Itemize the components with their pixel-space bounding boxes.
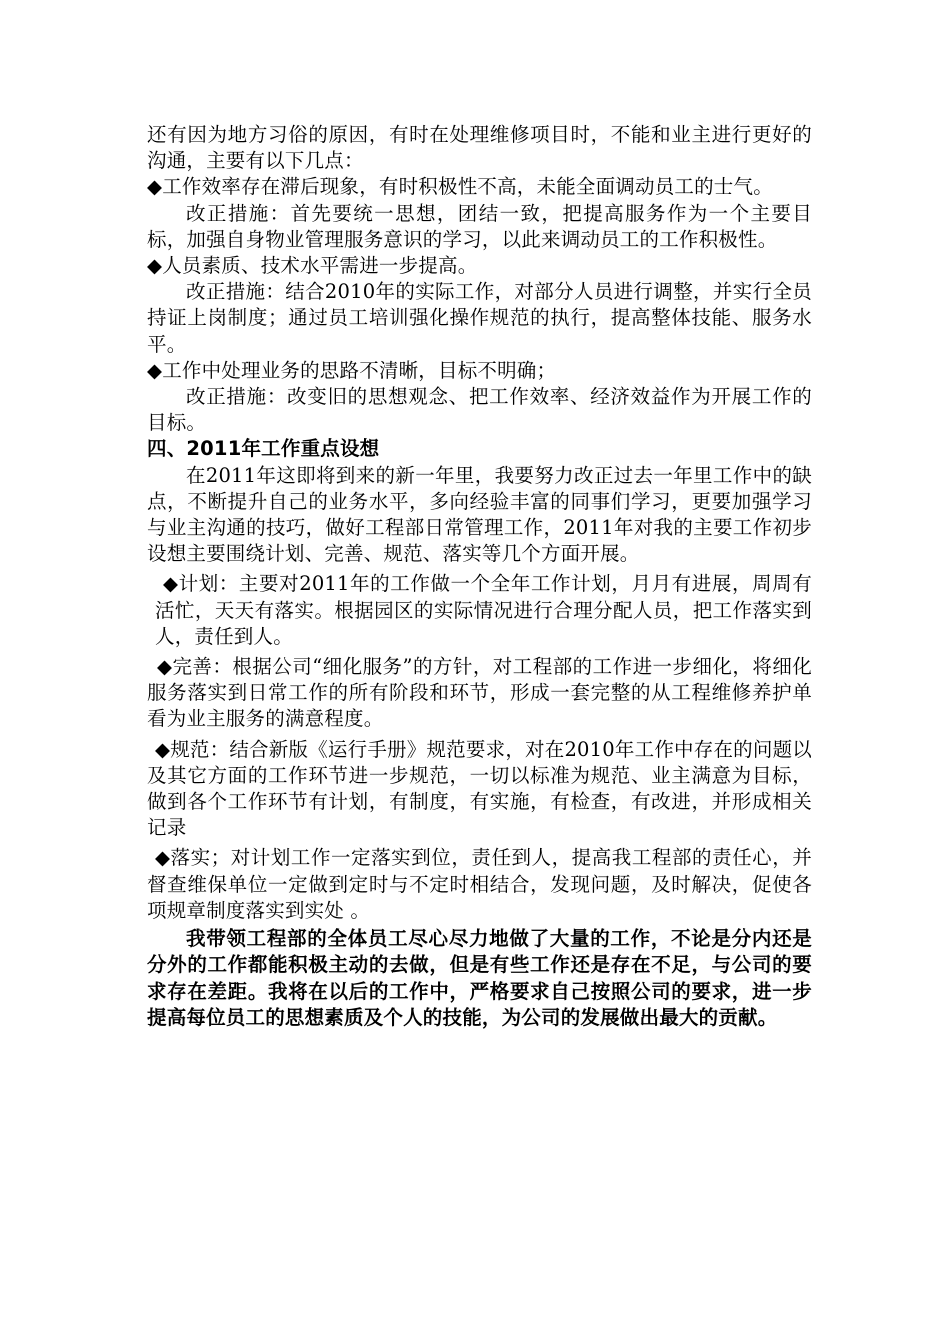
bullet-staff-quality: ◆人员素质、技术水平需进一步提高。 <box>147 254 478 278</box>
document-body <box>147 122 812 1031</box>
paragraph-correction-1: 改正措施：首先要统一思想，团结一致，把提高服务作为一个主要目标，加强自身物业管理服务意识的学习，以此来调动员工的工作积极性。 <box>147 201 812 251</box>
bullet-implement: ◆落实；对计划工作一定落实到位，责任到人，提高我工程部的责任心，并督查维保单位一定做到定时与不定时相结合，发现问题，及时解决，促使各项规章制度落实到实处 。 <box>147 846 812 922</box>
section-heading-2011-plan: 四、2011年工作重点设想 <box>147 437 380 461</box>
paragraph-correction-3: 改正措施：改变旧的思想观念、把工作效率、经济效益作为开展工作的目标。 <box>147 385 812 435</box>
bullet-standardize: ◆规范：结合新版《运行手册》规范要求，对在2010年工作中存在的问题以及其它方面的工作环节进一步规范，一切以标准为规范、业主满意为目标，做到各个工作环节有计划，有制度，有实施，有检查，有改进，并形成相关记录 <box>147 737 812 840</box>
bullet-improve: ◆完善：根据公司“细化服务”的方针，对工程部的工作进一步细化，将细化服务落实到日常工作的所有阶段和环节，形成一套完整的从工程维修养护单看为业主服务的满意程度。 <box>147 655 812 731</box>
paragraph-communication: 还有因为地方习俗的原因，有时在处理维修项目时，不能和业主进行更好的沟通，主要有以下几点： <box>147 123 812 173</box>
paragraph-2011-intro: 在2011年这即将到来的新一年里，我要努力改正过去一年里工作中的缺点，不断提升自己的业务水平，多向经验丰富的同事们学习，更要加强学习与业主沟通的技巧，做好工程部日常管理工作，2011年对我的主要工作初步设想主要围绕计划、完善、规范、落实等几个方面开展。 <box>147 463 812 566</box>
paragraph-conclusion: 我带领工程部的全体员工尽心尽力地做了大量的工作，不论是分内还是分外的工作都能积极主动的去做，但是有些工作还是存在不足，与公司的要求存在差距。我将在以后的工作中，严格要求自己按照公司的要求，进一步提高每位员工的思想素质及个人的技能，为公司的发展做出最大的贡献。 <box>147 927 812 1029</box>
bullet-plan: ◆计划：主要对2011年的工作做一个全年工作计划，月月有进展，周周有活忙，天天有落实。根据园区的实际情况进行合理分配人员，把工作落实到人，责任到人。 <box>155 572 812 648</box>
bullet-efficiency: ◆工作效率存在滞后现象，有时积极性不高，未能全面调动员工的士气。 <box>147 175 773 199</box>
bullet-unclear-goals: ◆工作中处理业务的思路不清晰，目标不明确； <box>147 358 557 382</box>
paragraph-correction-2: 改正措施：结合2010年的实际工作，对部分人员进行调整，并实行全员持证上岗制度；通过员工培训强化操作规范的执行，提高整体技能、服务水平。 <box>147 280 812 356</box>
